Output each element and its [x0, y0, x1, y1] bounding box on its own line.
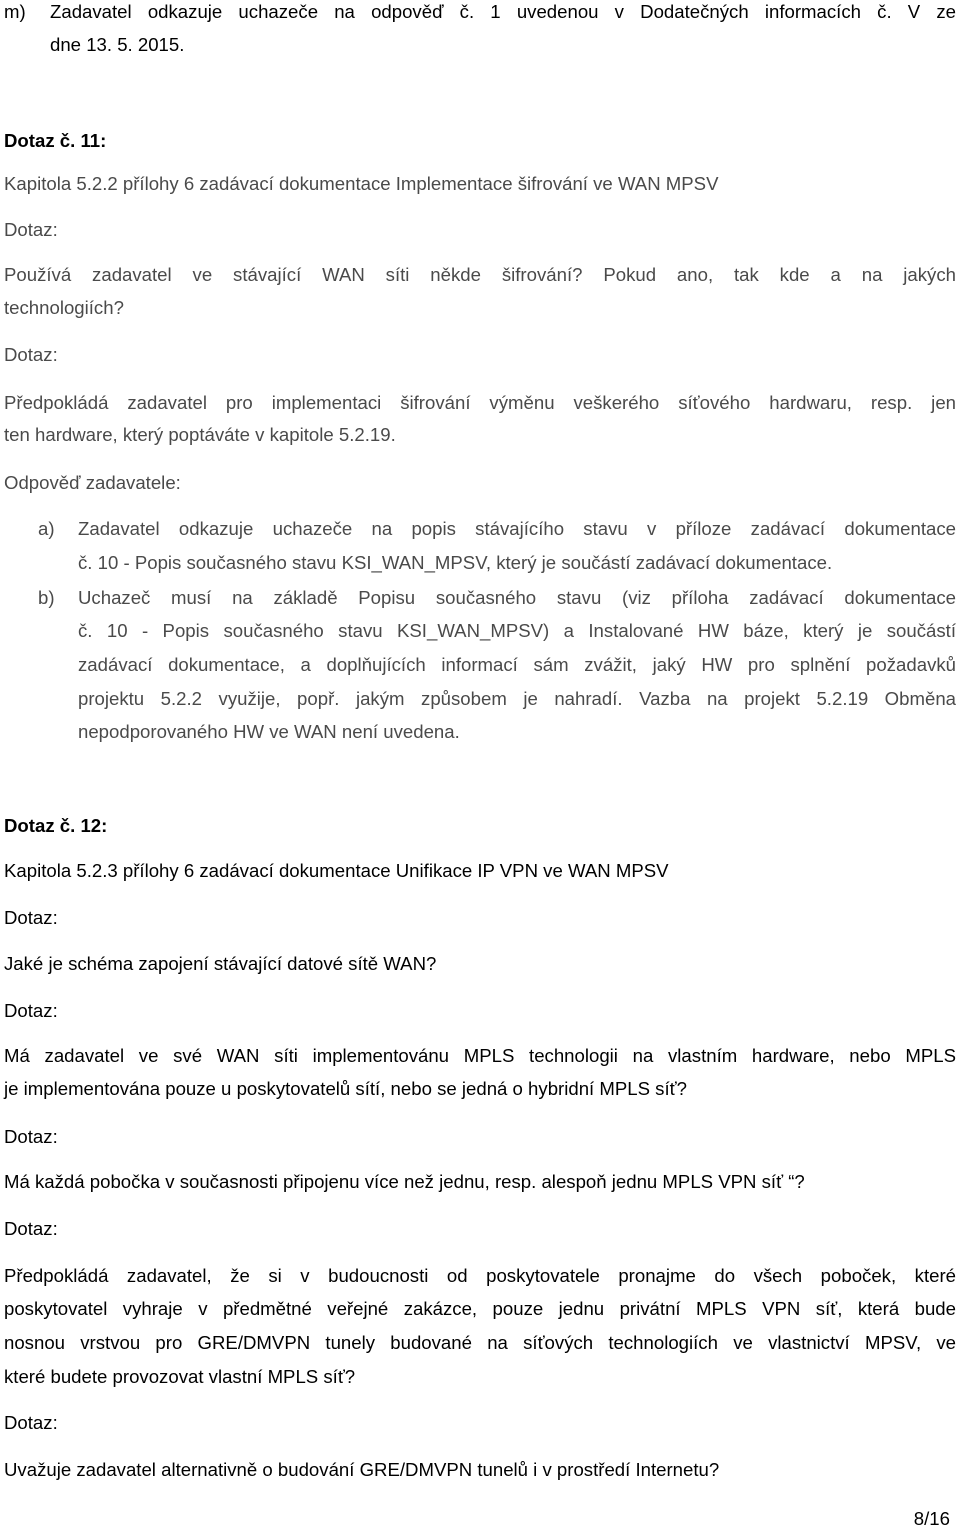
question-text: ten hardware, který poptáváte v kapitole 5.2.19. [4, 424, 396, 445]
question-text: nosnou vrstvou pro GRE/DMVPN tunely budované na síťových technologiích ve vlastnictví MPSV, ve [4, 1332, 956, 1353]
question-text: které budete provozovat vlastní MPLS síť? [4, 1366, 356, 1387]
question-label: Dotaz: [4, 907, 58, 928]
question-label: Dotaz: [4, 1126, 58, 1147]
answer-text: č. 10 - Popis současného stavu KSI_WAN_MPSV) a Instalované HW báze, který je součástí [78, 620, 956, 641]
question-text: technologiích? [4, 297, 124, 318]
item-label-a: a) [38, 518, 55, 539]
answer-text: nepodporovaného HW ve WAN není uvedena. [78, 721, 460, 742]
question-text: Má každá pobočka v současnosti připojenu více než jednu, resp. alespoň jednu MPLS VPN síť “? [4, 1171, 805, 1192]
question-text: Používá zadavatel ve stávající WAN síti někde šifrování? Pokud ano, tak kde a na jakých [4, 264, 956, 285]
item-m-line: dne 13. 5. 2015. [50, 34, 185, 55]
question-label: Dotaz: [4, 1218, 58, 1239]
question-label: Dotaz: [4, 1000, 58, 1021]
answer-text: zadávací dokumentace, a doplňujících informací sám zvážit, jaký HW pro splnění požadavků [78, 654, 956, 675]
question-text: Má zadavatel ve své WAN síti implementovánu MPLS technologii na vlastním hardware, nebo MPLS [4, 1045, 956, 1066]
item-label-m: m) [4, 1, 26, 22]
item-m-line: Zadavatel odkazuje uchazeče na odpověď č. 1 uvedenou v Dodatečných informacích č. V ze [50, 1, 956, 22]
answer-text: projektu 5.2.2 využije, popř. jakým způsobem je nahradí. Vazba na projekt 5.2.19 Obměna [78, 688, 956, 709]
question-text: Jaké je schéma zapojení stávající datové sítě WAN? [4, 953, 437, 974]
question-label: Dotaz: [4, 1412, 58, 1433]
chapter-reference: Kapitola 5.2.3 přílohy 6 zadávací dokumentace Unifikace IP VPN ve WAN MPSV [4, 860, 669, 881]
question-text: Předpokládá zadavatel, že si v budoucnosti od poskytovatele pronajme do všech poboček, které [4, 1265, 956, 1286]
page-number: 8/16 [913, 1508, 950, 1529]
question-text: Předpokládá zadavatel pro implementaci šifrování výměnu veškerého síťového hardwaru, resp. jen [4, 392, 956, 413]
question-heading: Dotaz č. 12: [4, 815, 108, 836]
answer-text: Zadavatel odkazuje uchazeče na popis stávajícího stavu v příloze zadávací dokumentace [78, 518, 956, 539]
question-label: Dotaz: [4, 219, 58, 240]
item-label-b: b) [38, 587, 55, 608]
chapter-reference: Kapitola 5.2.2 přílohy 6 zadávací dokumentace Implementace šifrování ve WAN MPSV [4, 173, 719, 194]
question-heading: Dotaz č. 11: [4, 130, 107, 151]
answer-text: č. 10 - Popis současného stavu KSI_WAN_MPSV, který je součástí zadávací dokumentace. [78, 552, 833, 573]
question-text: Uvažuje zadavatel alternativně o budování GRE/DMVPN tunelů i v prostředí Internetu? [4, 1459, 720, 1480]
question-text: je implementována pouze u poskytovatelů sítí, nebo se jedná o hybridní MPLS síť? [4, 1078, 687, 1099]
question-label: Dotaz: [4, 344, 58, 365]
question-text: poskytovatel vyhraje v předmětné veřejné zakázce, pouze jednu privátní MPLS VPN síť, která bude [4, 1298, 956, 1319]
answer-label: Odpověď zadavatele: [4, 472, 181, 493]
answer-text: Uchazeč musí na základě Popisu současného stavu (viz příloha zadávací dokumentace [78, 587, 956, 608]
